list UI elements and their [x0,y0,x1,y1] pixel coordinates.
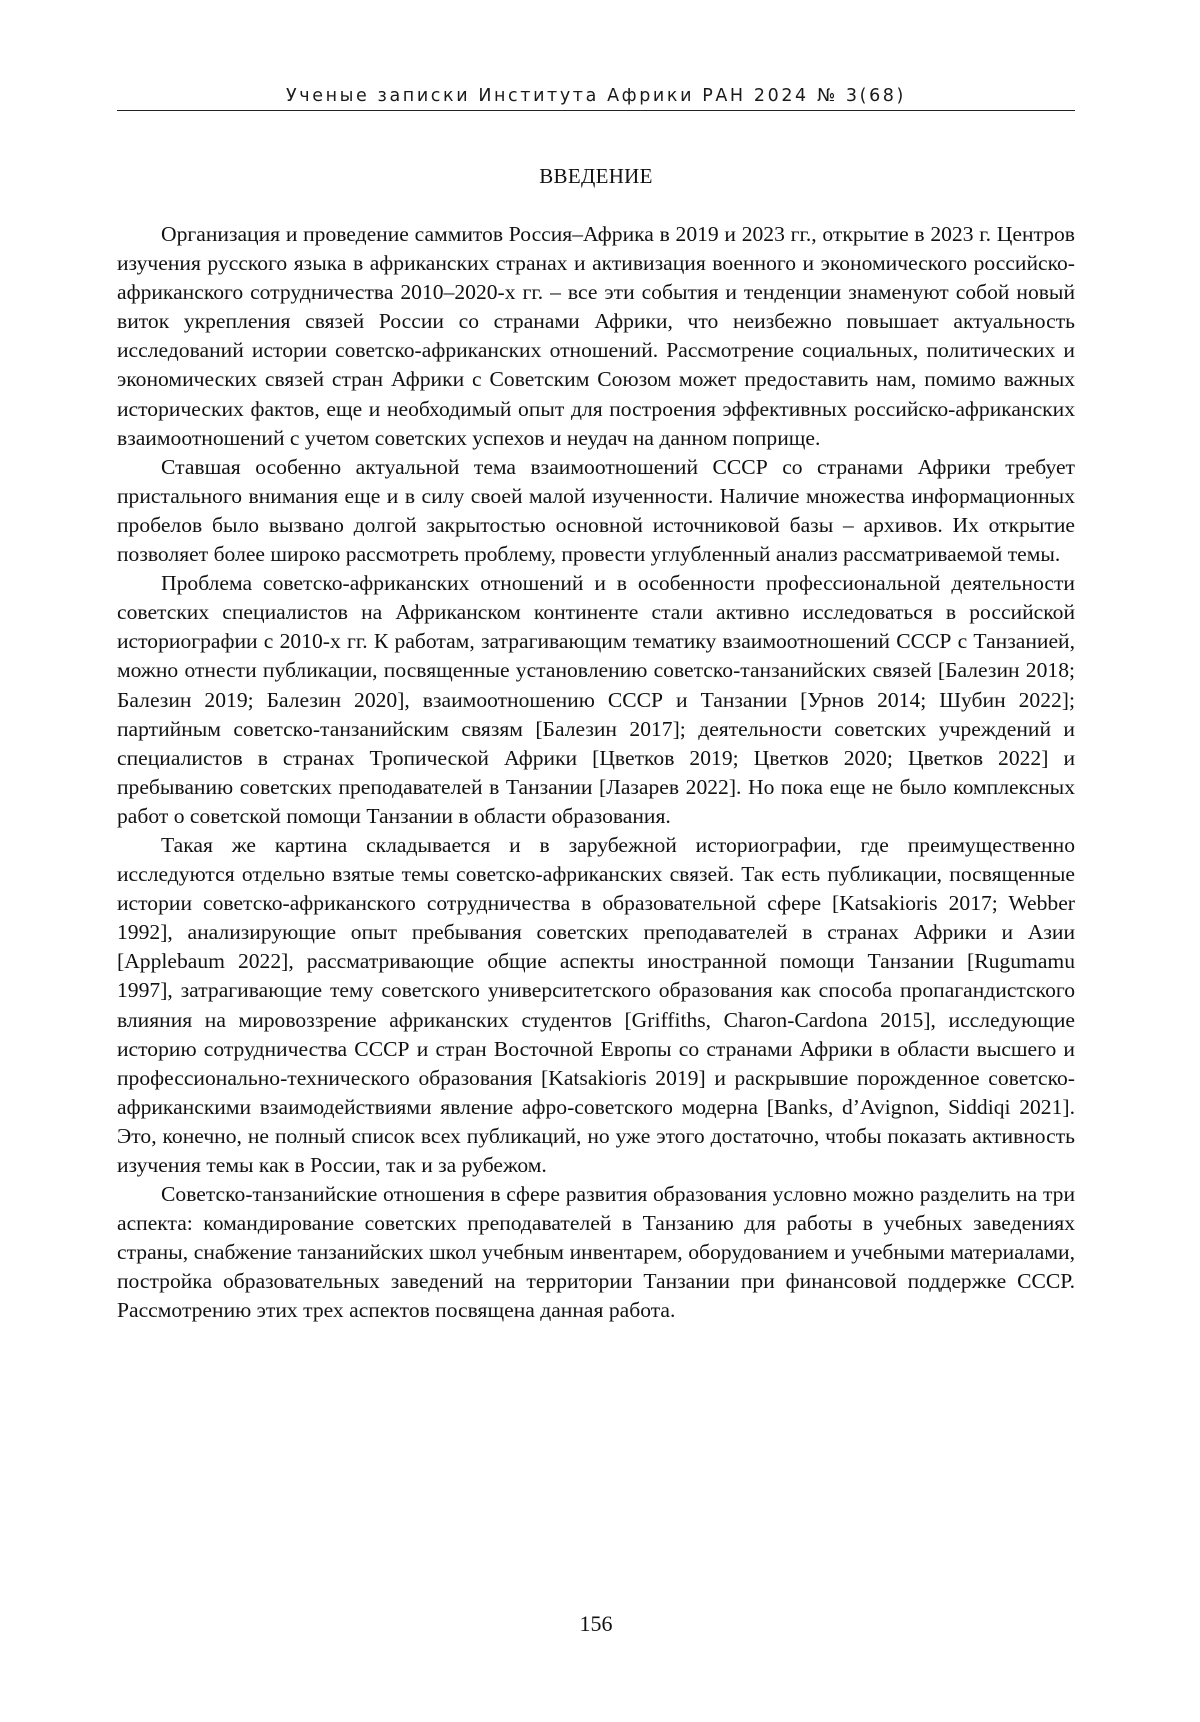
paragraph-3: Проблема советско-африканских отношений и в особенности профессиональной деятельности советских специалистов на Африканском континенте стали активно исследоваться в российской историографии с 2010-х гг. К работам, затрагивающим тематику взаимоотношений СССР с Танзанией, можно отнести публикации, посвященные установлению советско-танзанийских связей [Балезин 2018; Балезин 2019; Балезин 2020], взаимоотношению СССР и Танзании [Урнов 2014; Шубин 2022]; партийным советско-танзанийским связям [Балезин 2017]; деятельности советских учреждений и специалистов в странах Тропической Африки [Цветков 2019; Цветков 2020; Цветков 2022] и пребыванию советских преподавателей в Танзании [Лазарев 2022]. Но пока еще не было комплексных работ о советской помощи Танзании в области образования. [117,571,1075,828]
header-divider [117,110,1075,111]
article-body [117,220,1075,1326]
paragraph-4: Такая же картина складывается и в зарубежной историографии, где преимущественно исследуются отдельно взятые темы советско-африканских связей. Так есть публикации, посвященные истории советско-африканского сотрудничества в образовательной сфере [Katsakioris 2017; Webber 1992], анализирующие опыт пребывания советских преподавателей в странах Африки и Азии [Applebaum 2022], рассматривающие общие аспекты иностранной помощи Танзании [Rugumamu 1997], затрагивающие тему советского университетского образования как способа пропагандистского влияния на мировоззрение африканских студентов [Griffiths, Charon-Cardona 2015], исследующие историю сотрудничества СССР и стран Восточной Европы со странами Африки в области высшего и профессионально-технического образования [Katsakioris 2019] и раскрывшие порожденное советско-африканскими взаимодействиями явление афро-советского модерна [Banks, d’Avignon, Siddiqi 2021]. Это, конечно, не полный список всех публикаций, но уже этого достаточно, чтобы показать активность изучения темы как в России, так и за рубежом. [117,832,1075,1177]
section-title: ВВЕДЕНИЕ [539,164,653,188]
paragraph-2: Ставшая особенно актуальной тема взаимоотношений СССР со странами Африки требует пристального внимания еще и в силу своей малой изученности. Наличие множества информационных пробелов было вызвано долгой закрытостью основной источниковой базы – архивов. Их открытие позволяет более широко рассмотреть проблему, провести углубленный анализ рассматриваемой темы. [117,454,1075,567]
page-number: 156 [579,1611,613,1636]
running-header: Ученые записки Института Африки РАН 2024 № 3(68) [286,86,906,106]
paragraph-5: Советско-танзанийские отношения в сфере развития образования условно можно разделить на три аспекта: командирование советских преподавателей в Танзанию для работы в учебных заведениях страны, снабжение танзанийских школ учебным инвентарем, оборудованием и учебными материалами, постройка образовательных заведений на территории Танзании при финансовой поддержке СССР. Рассмотрению этих трех аспектов посвящена данная работа. [117,1182,1075,1323]
paragraph-1: Организация и проведение саммитов Россия–Африка в 2019 и 2023 гг., открытие в 2023 г. Центров изучения русского языка в африканских странах и активизация военного и экономического российско-африканского сотрудничества 2010–2020-х гг. – все эти события и тенденции знаменуют собой новый виток укрепления связей России со странами Африки, что неизбежно повышает актуальность исследований истории советско-африканских отношений. Рассмотрение социальных, политических и экономических связей стран Африки с Советским Союзом может предоставить нам, помимо важных исторических фактов, еще и необходимый опыт для построения эффективных российско-африканских взаимоотношений с учетом советских успехов и неудач на данном поприще. [117,222,1075,450]
